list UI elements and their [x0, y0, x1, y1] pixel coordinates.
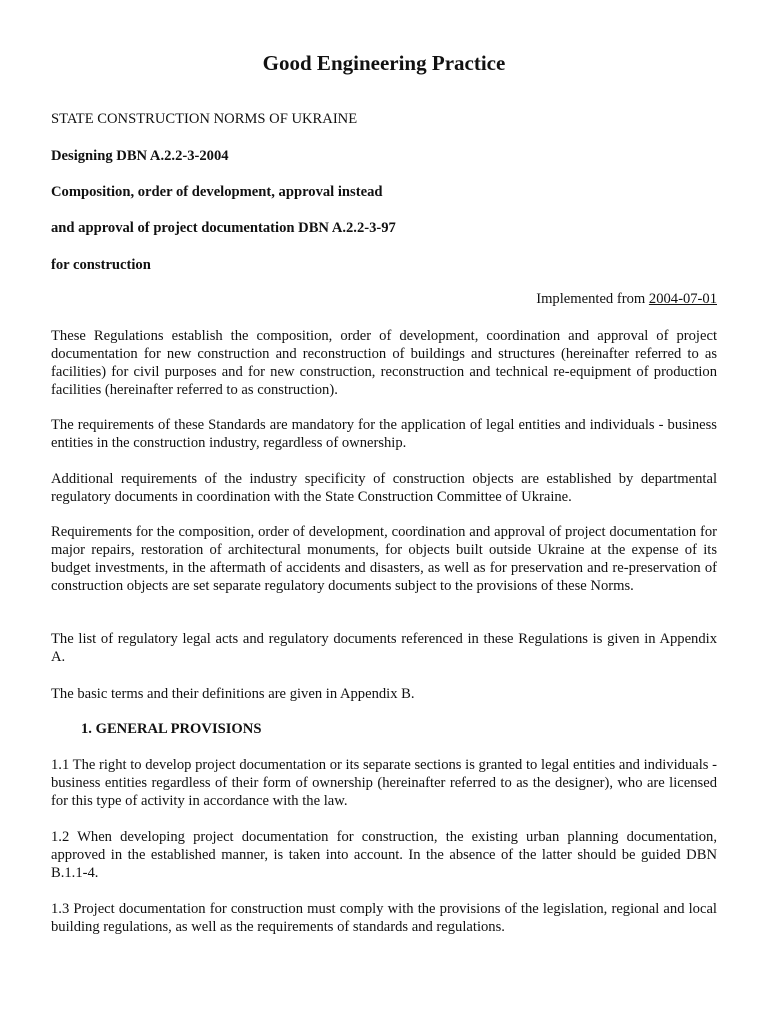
paragraph-intro: These Regulations establish the composition, order of development, coordination and approval of project documentation for new construction and reconstruction of buildings and structures (hereinafter referred to as facilities) for civil purposes and for new construction, reconstruction and technical re-equipment of production facilities (hereinafter referred to as construction). [51, 328, 717, 398]
implemented-date-link[interactable]: 2004-07-01 [648, 291, 717, 307]
paragraph-requirements: Requirements for the composition, order of development, coordination and approval of project documentation for major repairs, restoration of architectural monuments, for objects built outside Ukraine at the expense of its budget investments, in the aftermath of accidents and disasters, as well as for preservation and re-preservation of construction objects are set separate regulatory documents subject to the provisions of these Norms. [51, 524, 717, 594]
paragraph-list: The list of regulatory legal acts and regulatory documents referenced in these Regulations is given in Appendix A. [51, 631, 717, 665]
clause-1-3: 1.3 Project documentation for construction must comply with the provisions of the legislation, regional and local building regulations, as well as the requirements of standards and regulations. [51, 901, 717, 935]
subject-line-3: for construction [51, 257, 151, 273]
document-subtitle: STATE CONSTRUCTION NORMS OF UKRAINE [51, 111, 358, 127]
clause-1-2: 1.2 When developing project documentation for construction, the existing urban planning documentation, approved in the established manner, is taken into account. In the absence of the latter should be guided DBN B.1.1-4. [51, 829, 717, 881]
paragraph-mandatory: The requirements of these Standards are mandatory for the application of legal entities and individuals - business entities in the construction industry, regardless of ownership. [51, 417, 717, 451]
paragraph-additional: Additional requirements of the industry specificity of construction objects are established by departmental regulatory documents in coordination with the State Construction Committee of Ukraine. [51, 471, 717, 505]
implemented-line [51, 290, 717, 308]
clause-1-1: 1.1 The right to develop project documentation or its separate sections is granted to legal entities and individuals - business entities regardless of their form of ownership (hereinafter referred to as the designer), who are licensed for this type of activity in accordance with the law. [51, 757, 717, 809]
paragraph-terms: The basic terms and their definitions are given in Appendix B. [51, 686, 415, 702]
implemented-label: Implemented from [536, 291, 649, 307]
subject-line-1: Composition, order of development, approval instead [51, 184, 383, 200]
subject-line-2: and approval of project documentation DBN A.2.2-3-97 [51, 220, 396, 236]
document-title: Good Engineering Practice [262, 51, 506, 75]
document-designation: Designing DBN A.2.2-3-2004 [51, 148, 229, 164]
section-heading: 1. GENERAL PROVISIONS [81, 721, 262, 737]
